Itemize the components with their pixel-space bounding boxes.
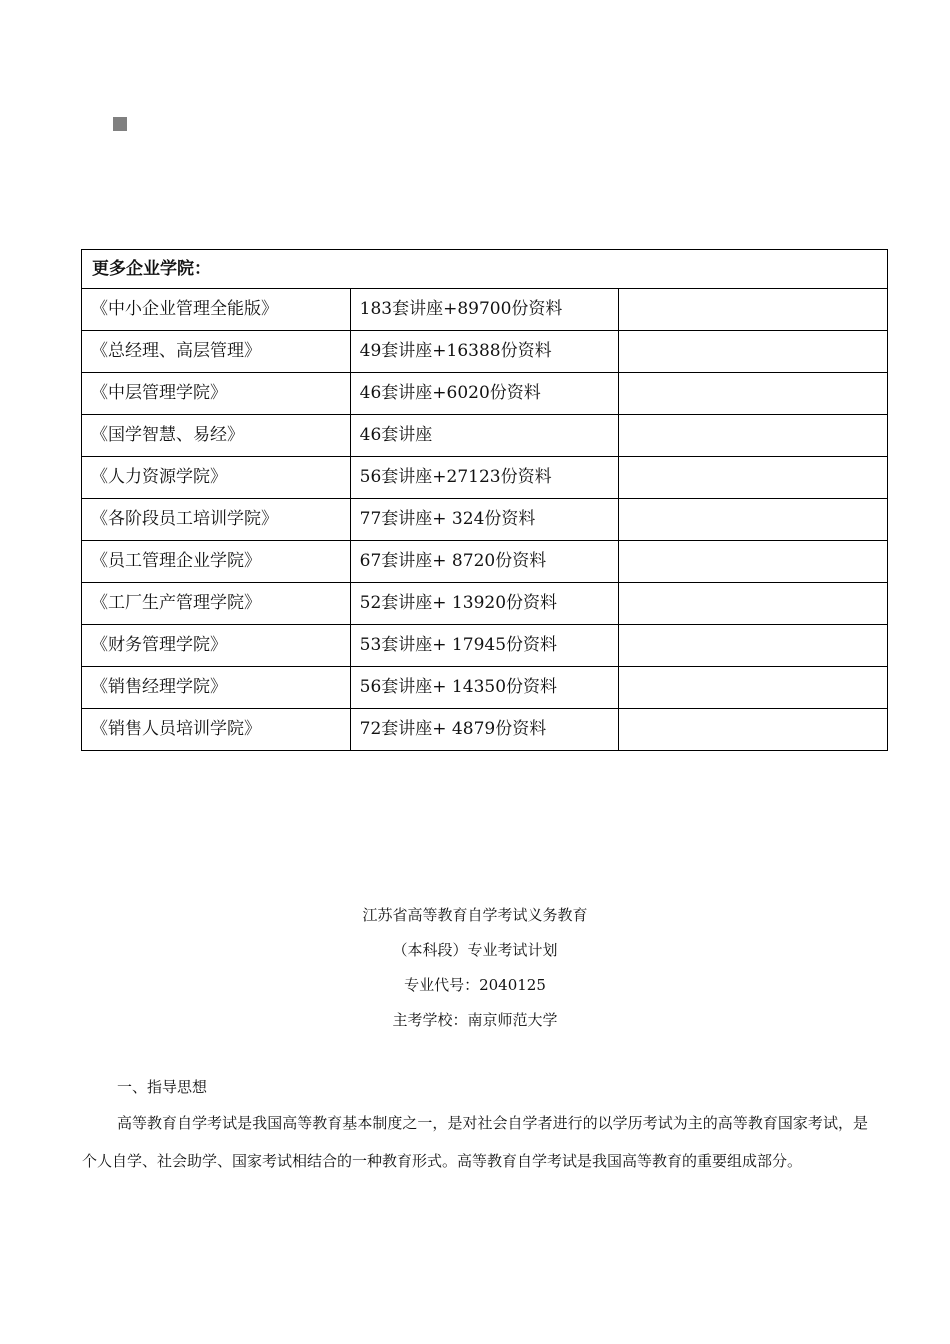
table-row [82, 373, 888, 415]
table-row [82, 499, 888, 541]
course-name: 《销售人员培训学院》 [82, 709, 351, 751]
table-header-row [82, 250, 888, 289]
empty-cell [619, 499, 888, 541]
course-name: 《财务管理学院》 [82, 625, 351, 667]
plan-subtitle: （本科段）专业考试计划 [392, 941, 558, 959]
course-name: 《中小企业管理全能版》 [82, 289, 351, 331]
course-count: 56套讲座+ 14350份资料 [350, 667, 619, 709]
course-name: 《员工管理企业学院》 [82, 541, 351, 583]
table-row [82, 331, 888, 373]
table-row [82, 583, 888, 625]
empty-cell [619, 373, 888, 415]
course-name: 《中层管理学院》 [82, 373, 351, 415]
section-paragraph: 高等教育自学考试是我国高等教育基本制度之一，是对社会自学者进行的以学历考试为主的高等教育国家考试，是个人自学、社会助学、国家考试相结合的一种教育形式。高等教育自学考试是我国高等教育的重要组成部分。 [82, 1114, 868, 1170]
course-count: 49套讲座+16388份资料 [350, 331, 619, 373]
course-name: 《总经理、高层管理》 [82, 331, 351, 373]
empty-cell [619, 457, 888, 499]
course-name: 《销售经理学院》 [82, 667, 351, 709]
table-row [82, 541, 888, 583]
empty-cell [619, 709, 888, 751]
course-name: 《工厂生产管理学院》 [82, 583, 351, 625]
empty-cell [619, 625, 888, 667]
table-row [82, 709, 888, 751]
table-row [82, 457, 888, 499]
course-name: 《人力资源学院》 [82, 457, 351, 499]
plan-title: 江苏省高等教育自学考试义务教育 [362, 906, 588, 924]
table-header: 更多企业学院： [82, 250, 888, 289]
course-count: 72套讲座+ 4879份资料 [350, 709, 619, 751]
plan-school: 主考学校：南京师范大学 [392, 1011, 558, 1029]
course-count: 52套讲座+ 13920份资料 [350, 583, 619, 625]
empty-cell [619, 415, 888, 457]
course-count: 183套讲座+89700份资料 [350, 289, 619, 331]
bullet-square-icon [113, 117, 127, 131]
course-count: 53套讲座+ 17945份资料 [350, 625, 619, 667]
empty-cell [619, 667, 888, 709]
course-count: 67套讲座+ 8720份资料 [350, 541, 619, 583]
table-row [82, 625, 888, 667]
course-count: 46套讲座+6020份资料 [350, 373, 619, 415]
table-row [82, 667, 888, 709]
empty-cell [619, 583, 888, 625]
empty-cell [619, 289, 888, 331]
plan-code: 专业代号：2040125 [404, 976, 546, 994]
course-name: 《国学智慧、易经》 [82, 415, 351, 457]
plan-header [0, 898, 950, 1038]
table-row [82, 415, 888, 457]
course-count: 56套讲座+27123份资料 [350, 457, 619, 499]
empty-cell [619, 541, 888, 583]
course-table [81, 249, 888, 751]
empty-cell [619, 331, 888, 373]
table-row [82, 289, 888, 331]
section-heading: 一、指导思想 [117, 1078, 208, 1096]
course-count: 77套讲座+ 324份资料 [350, 499, 619, 541]
course-name: 《各阶段员工培训学院》 [82, 499, 351, 541]
course-count: 46套讲座 [350, 415, 619, 457]
